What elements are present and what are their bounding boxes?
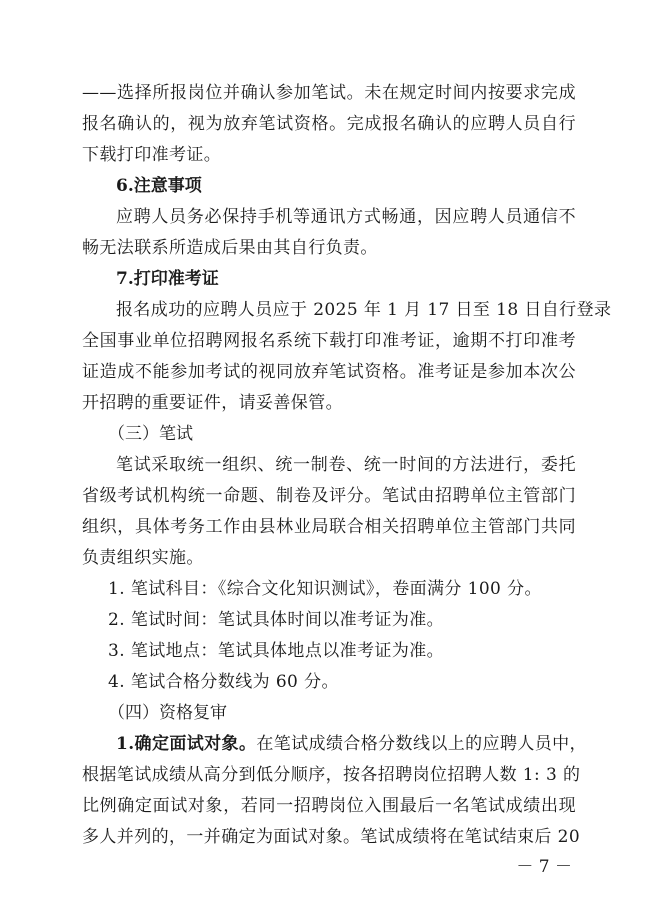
list-item: 2. 笔试时间：笔试具体时间以准考证为准。 <box>108 610 445 630</box>
text-line: 全国事业单位招聘网报名系统下载打印准考证，逾期不打印准考 <box>82 331 576 351</box>
paragraph-written-exam <box>82 450 576 574</box>
list-item: 3. 笔试地点：笔试具体地点以准考证为准。 <box>108 641 445 661</box>
exam-items-list <box>82 574 576 698</box>
paragraph-notes <box>82 202 576 264</box>
page-number: － 7 － <box>516 857 572 877</box>
interview-selection-lead: 1.确定面试对象。 <box>116 734 257 754</box>
text-line: ——选择所报岗位并确认参加笔试。未在规定时间内按要求完成 <box>82 83 576 103</box>
heading-notes: 6.注意事项 <box>116 176 202 196</box>
text-line: 省级考试机构统一命题、制卷及评分。笔试由招聘单位主管部门 <box>82 486 576 506</box>
text-line <box>82 729 587 760</box>
paragraph-registration-confirm <box>82 78 576 171</box>
text-line: 多人并列的，一并确定为面试对象。笔试成绩将在笔试结束后 20 <box>82 827 581 847</box>
section-qualification-review: （四）资格复审 <box>108 703 227 723</box>
text-line: 下载打印准考证。 <box>82 145 222 165</box>
paragraph-interview-selection <box>82 729 587 853</box>
text-line: 根据笔试成绩从高分到低分顺序，按各招聘岗位招聘人数 1: 3 的 <box>82 765 581 785</box>
section-written-exam: （三）笔试 <box>108 424 193 444</box>
text-line: 负责组织实施。 <box>82 548 204 568</box>
text-line: 笔试采取统一组织、统一制卷、统一时间的方法进行，委托 <box>116 455 576 475</box>
list-item: 4. 笔试合格分数线为 60 分。 <box>108 672 339 692</box>
text-line: 证造成不能参加考试的视同放弃笔试资格。准考证是参加本次公 <box>82 362 576 382</box>
list-item: 1. 笔试科目：《综合文化知识测试》，卷面满分 100 分。 <box>108 579 542 599</box>
paragraph-print-admission <box>82 295 612 419</box>
heading-print-admission: 7.打印准考证 <box>116 269 219 289</box>
text-line: 畅无法联系所造成后果由其自行负责。 <box>82 238 378 258</box>
text-line: 应聘人员务必保持手机等通讯方式畅通，因应聘人员通信不 <box>116 207 576 227</box>
text-span: 在笔试成绩合格分数线以上的应聘人员中， <box>256 734 587 754</box>
text-line: 组织，具体考务工作由县林业局联合相关招聘单位主管部门共同 <box>82 517 576 537</box>
text-line: 报名成功的应聘人员应于 2025 年 1 月 17 日至 18 日自行登录 <box>116 300 612 320</box>
text-line: 报名确认的，视为放弃笔试资格。完成报名确认的应聘人员自行 <box>82 114 576 134</box>
document-page <box>82 78 612 853</box>
text-line: 开招聘的重要证件，请妥善保管。 <box>82 393 343 413</box>
text-line: 比例确定面试对象，若同一招聘岗位入围最后一名笔试成绩出现 <box>82 796 576 816</box>
